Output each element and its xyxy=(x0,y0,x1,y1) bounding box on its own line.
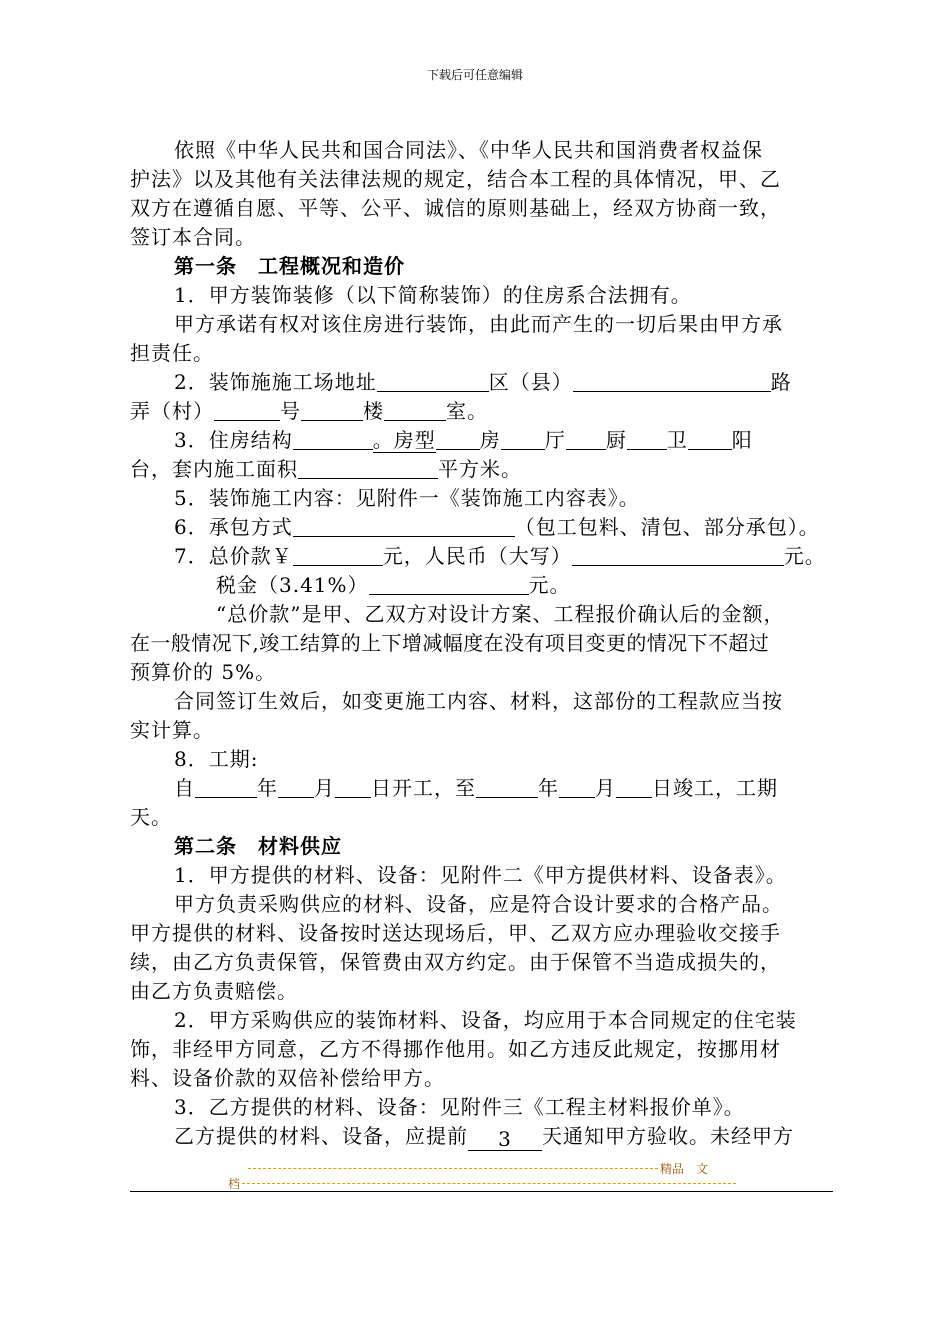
baths-blank[interactable] xyxy=(627,427,667,450)
notice-line: 乙方提供的材料、设备，应提前 3 天通知甲方验收。未经甲方 xyxy=(174,1124,794,1151)
paragraph-line: 8．工期: xyxy=(174,747,259,771)
paragraph-line: 由乙方负责赔偿。 xyxy=(130,979,298,1003)
start-month-blank[interactable] xyxy=(278,775,314,798)
price-words-blank[interactable] xyxy=(572,543,784,566)
tax-blank[interactable] xyxy=(369,572,529,595)
number-blank[interactable] xyxy=(301,398,363,421)
area-line: 台，套内施工面积 平方米。 xyxy=(130,457,522,481)
paragraph-line: 实计算。 xyxy=(130,718,214,742)
structure-line: 3．住房结构 。房型 房 厅 厨 卫 阳 xyxy=(174,428,753,452)
paragraph-line: 预算价的 5%。 xyxy=(130,660,277,684)
footer-label: 档 xyxy=(228,1177,241,1191)
paragraph-line: 2．甲方采购供应的装饰材料、设备，均应用于本合同规定的住宅装 xyxy=(174,1008,797,1032)
end-year-blank[interactable] xyxy=(476,775,538,798)
paragraph-line: 签订本合同。 xyxy=(130,225,256,249)
paragraph-line: 双方在遵循自愿、平等、公平、诚信的原则基础上，经双方协商一致， xyxy=(130,196,781,220)
footer-dash-line xyxy=(242,1183,736,1184)
building-blank[interactable] xyxy=(384,398,446,421)
paragraph-line: 3．乙方提供的材料、设备：见附件三《工程主材料报价单》。 xyxy=(174,1095,745,1119)
schedule-line: 自 年 月 日开工，至 年 月 日竣工，工期 xyxy=(174,776,778,800)
price-blank[interactable] xyxy=(293,543,383,566)
total-price-line: 7．总价款￥ 元，人民币（大写） 元。 xyxy=(174,544,826,568)
start-day-blank[interactable] xyxy=(335,775,371,798)
end-day-blank[interactable] xyxy=(616,775,652,798)
paragraph-line: 料、设备价款的双倍补偿给甲方。 xyxy=(130,1066,445,1090)
contract-type-line: 6．承包方式 （包工包料、清包、部分承包）。 xyxy=(174,515,820,539)
structure-blank[interactable] xyxy=(293,427,373,450)
footer-dash-line xyxy=(248,1168,658,1169)
paragraph-line: 1．甲方提供的材料、设备：见附件二《甲方提供材料、设备表》。 xyxy=(174,863,787,887)
article-2-heading: 第二条 材料供应 xyxy=(174,834,342,858)
paragraph-line: 甲方提供的材料、设备按时送达现场后，甲、乙双方应办理验收交接手 xyxy=(130,921,781,945)
address-line-2: 弄（村） 号 楼 室。 xyxy=(130,399,488,423)
paragraph-line: 饰，非经甲方同意，乙方不得挪作他用。如乙方违反此规定，按挪用材 xyxy=(130,1037,781,1061)
balcony-blank[interactable] xyxy=(688,427,732,450)
notice-days-blank[interactable]: 3 xyxy=(468,1128,542,1151)
footer-label: 精品 文 xyxy=(660,1162,709,1176)
paragraph-line: 天。 xyxy=(130,805,172,829)
paragraph-line: 1．甲方装饰装修（以下简称装饰）的住房系合法拥有。 xyxy=(174,283,692,307)
start-year-blank[interactable] xyxy=(195,775,257,798)
contract-type-blank[interactable] xyxy=(293,514,515,537)
paragraph-line: 护法》以及其他有关法律法规的规定，结合本工程的具体情况，甲、乙 xyxy=(130,167,781,191)
kitchens-blank[interactable] xyxy=(566,427,606,450)
paragraph-line: “总价款”是甲、乙双方对设计方案、工程报价确认后的金额， xyxy=(216,602,785,626)
paragraph-line: 依照《中华人民共和国合同法》、《中华人民共和国消费者权益保 xyxy=(174,138,763,162)
halls-blank[interactable] xyxy=(501,427,545,450)
paragraph-line: 5．装饰施工内容：见附件一《装饰施工内容表》。 xyxy=(174,486,640,510)
lane-blank[interactable] xyxy=(214,398,280,421)
rooms-blank[interactable] xyxy=(436,427,480,450)
article-1-heading: 第一条 工程概况和造价 xyxy=(174,254,405,278)
paragraph-line: 甲方承诺有权对该住房进行装饰，由此而产生的一切后果由甲方承 xyxy=(174,312,783,336)
paragraph-line: 甲方负责采购供应的材料、设备，应是符合设计要求的合格产品。 xyxy=(174,892,783,916)
road-blank[interactable] xyxy=(573,369,771,392)
end-month-blank[interactable] xyxy=(559,775,595,798)
contract-body xyxy=(130,136,833,1151)
paragraph-line: 合同签订生效后，如变更施工内容、材料，这部份的工程款应当按 xyxy=(174,689,783,713)
page-header: 下载后可任意编辑 xyxy=(426,68,523,82)
tax-line: 税金（3.41%） 元。 xyxy=(216,573,571,597)
footer-rule xyxy=(130,1191,833,1192)
address-line: 2．装饰施施工场地址 区（县） 路 xyxy=(174,370,792,394)
area-blank[interactable] xyxy=(298,456,438,479)
district-blank[interactable] xyxy=(377,369,489,392)
paragraph-line: 在一般情况下,竣工结算的上下增减幅度在没有项目变更的情况下不超过 xyxy=(130,631,770,655)
paragraph-line: 续，由乙方负责保管，保管费由双方约定。由于保管不当造成损失的， xyxy=(130,950,781,974)
paragraph-line: 担责任。 xyxy=(130,341,214,365)
